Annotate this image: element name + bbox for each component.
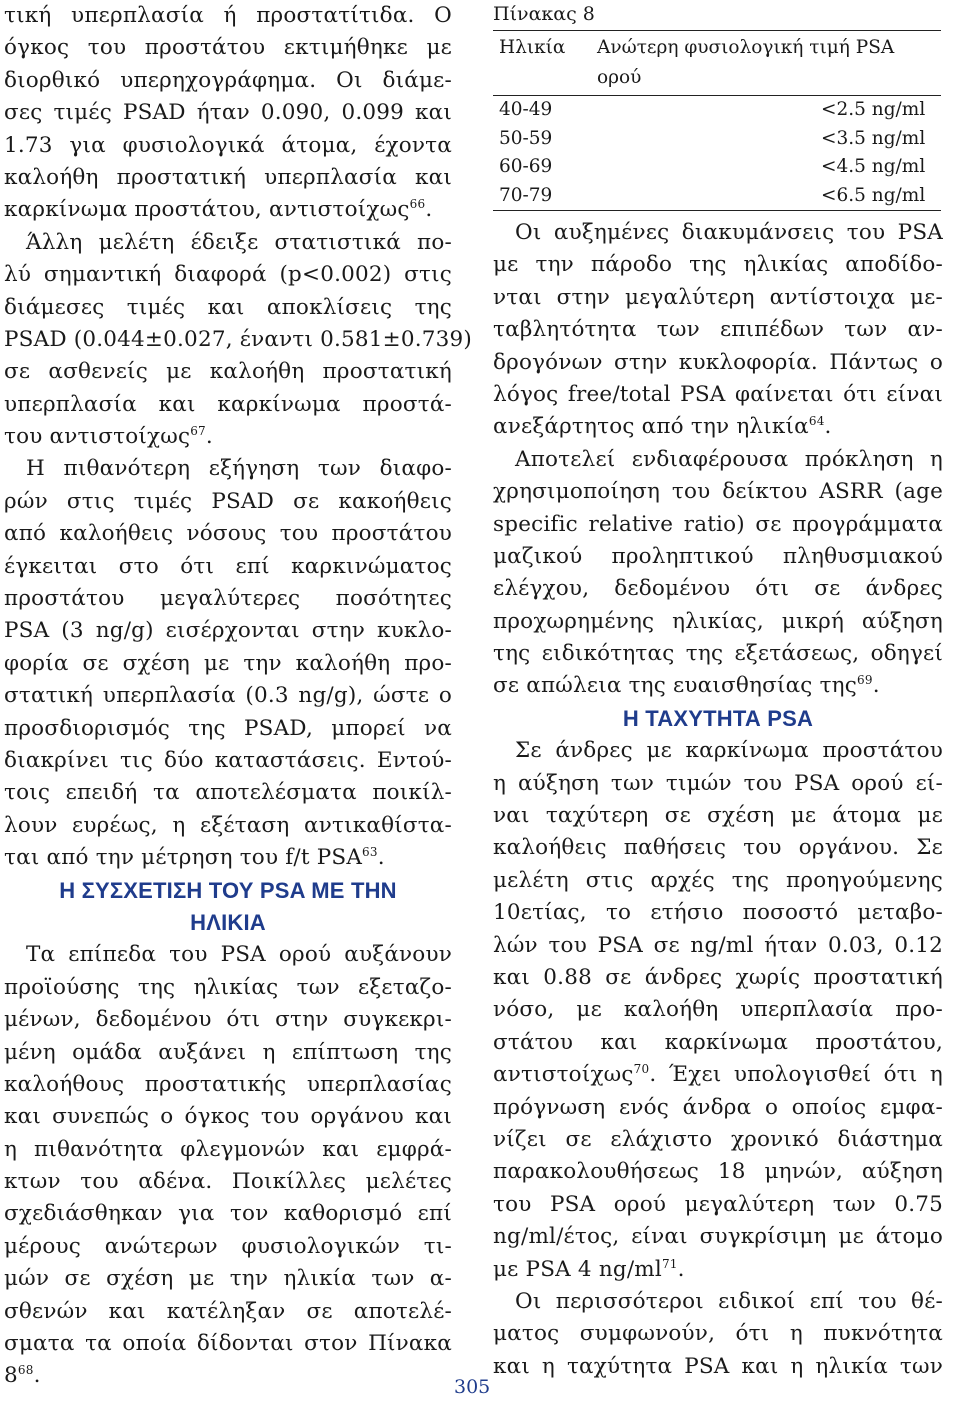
cell-value: <2.5 ng/ml: [821, 99, 926, 120]
section-heading: Η ΤΑΧΥΤΗΤΑ PSA: [622, 705, 814, 731]
page-number: 305: [454, 1376, 491, 1398]
text-line: διακρίνει τις δύο καταστάσεις. Εντού-: [4, 747, 452, 773]
column-header-psa: Ανώτερη φυσιολογική τιμή PSA ορού: [591, 31, 941, 96]
text-line: η πιθανότητα φλεγμονών και εμφρά-: [4, 1136, 452, 1162]
cell-value: <6.5 ng/ml: [591, 182, 941, 211]
text-line: πρόγνωση ενός άνδρα ο οποίος εμφα-: [493, 1094, 943, 1120]
text-line: όγκος του προστάτου εκτιμήθηκε με: [4, 35, 452, 61]
table-header-row: [493, 31, 941, 96]
text-line: καλοήθους προστατικής υπερπλασίας: [4, 1071, 452, 1097]
citation-ref: 68: [17, 1363, 34, 1378]
text-line: Οι περισσότεροι ειδικοί επί του θέ-: [515, 1288, 943, 1314]
text-line: 1.73 για φυσιολογικά άτομα, έχοντα: [4, 132, 452, 158]
cell-value: <4.5 ng/ml: [821, 156, 926, 177]
text-line: Τα επίπεδα του PSA ορού αυξάνουν: [26, 942, 452, 968]
text-line: προστάτου μεγαλύτερες ποσότητες: [4, 586, 452, 612]
psa-age-table: [493, 30, 941, 211]
text-line: στάτου και καρκίνωμα προστάτου,: [493, 1029, 943, 1055]
paragraph: [493, 735, 943, 1286]
text-line: τοις επειδή τα αποτελέσματα ποικίλ-: [4, 780, 452, 806]
cell-age: 60-69: [499, 156, 553, 177]
paragraph: [493, 1286, 943, 1383]
text-line: μένων, δεδομένου ότι στην συγκεκρι-: [4, 1007, 452, 1033]
text-line: Άλλη μελέτη έδειξε στατιστικά πο-: [26, 229, 452, 255]
text-line: ταβλητότητα των επιπέδων των αν-: [493, 317, 943, 343]
text-line: η αύξηση των τιμών του PSA ορού εί-: [493, 770, 943, 796]
text-line: και η ταχύτητα PSA και η ηλικία των: [493, 1353, 943, 1379]
citation-ref: 69: [857, 673, 873, 688]
text-line: Οι αυξημένες διακυμάνσεις του PSA: [515, 220, 943, 245]
table-row: [493, 125, 941, 154]
text-line: στατική υπερπλασία (0.3 ng/g), ώστε ο: [4, 683, 452, 709]
table-row: [493, 182, 941, 211]
heading-line: Η ΣΥΣΧΕΤΙΣΗ ΤΟΥ PSA ΜΕ ΤΗΝ: [59, 877, 397, 903]
right-column: [493, 0, 943, 1383]
text-line: αντιστοίχως$^{70}$. Έχει υπολογισθεί ότι η: [493, 1062, 943, 1088]
text-line: του PSA ορού μεγαλύτερη των 0.75: [493, 1191, 943, 1217]
text-line: νόσο, με καλοήθη υπερπλασία προ-: [493, 997, 943, 1023]
text-line: σθενών και κατέληξαν σε αποτελέ-: [4, 1298, 452, 1324]
text-line: νίζει σε ελάχιστο χρονικό διάστημα: [493, 1126, 943, 1152]
text-line: μέρους ανώτερων φυσιολογικών τι-: [4, 1233, 452, 1259]
text-line: ματος συμφωνούν, ότι η πυκνότητα: [493, 1321, 943, 1347]
text-line: λόγος free/total PSA φαίνεται ότι είναι: [493, 381, 943, 407]
text-line: νται στην μεγαλύτερη αντίστοιχα με-: [493, 284, 943, 310]
text-line: ται από την μέτρηση του f/t PSA$^{63}$.: [4, 845, 385, 871]
text-line: κτων του αδένα. Ποικίλλες μελέτες: [4, 1169, 452, 1195]
paragraph: [4, 453, 452, 874]
paragraph: [493, 444, 943, 703]
cell-age: 40-49: [499, 99, 553, 120]
text-line: του αντιστοίχως$^{67}$.: [4, 424, 213, 450]
text-line: και συνεπώς ο όγκος του οργάνου και: [4, 1104, 452, 1130]
text-line: μελέτη στις αρχές της προηγούμενης: [493, 867, 943, 893]
text-line: προχωρημένης ηλικίας, μικρή αύξηση: [493, 608, 943, 634]
text-line: της ειδικότητας της εξετάσεως, οδηγεί: [493, 641, 943, 667]
citation-ref: 70: [633, 1062, 650, 1077]
text-line: διάμεσες τιμές και αποκλίσεις της: [4, 294, 452, 320]
citation-ref: 71: [661, 1256, 678, 1271]
text-line: από καλοήθεις νόσους του προστάτου: [4, 521, 452, 547]
citation-ref: 67: [190, 424, 206, 439]
text-line: προϊούσης της ηλικίας των εξεταζο-: [4, 974, 452, 1000]
text-line: ng/ml/έτος, είναι συγκρίσιμη με άτομο: [493, 1224, 943, 1250]
text-line: σες τιμές PSAD ήταν 0.090, 0.099 και: [4, 100, 452, 126]
text-line: PSA (3 ng/g) εισέρχονται στην κυκλο-: [4, 618, 452, 644]
text-line: ρών στις τιμές PSAD σε κακοήθεις: [4, 488, 452, 514]
text-line: λύ σημαντική διαφορά (p<0.002) στις: [4, 262, 452, 288]
text-line: specific relative ratio) σε προγράμματα: [493, 511, 943, 537]
text-line: έγκειται στο ότι επί καρκινώματος: [4, 553, 452, 579]
text-line: ναι ταχύτερη σε σχέση με άτομα με: [493, 803, 943, 829]
text-line: λουν ευρέως, η εξέταση αντικαθίστα-: [4, 812, 452, 838]
table-row: [493, 153, 941, 182]
text-line: σε ασθενείς με καλοήθη προστατική: [4, 359, 452, 385]
text-line: Η πιθανότερη εξήγηση των διαφο-: [26, 456, 452, 482]
table-row: [493, 96, 941, 125]
text-line: και 0.88 σε άνδρες χωρίς προστατική: [493, 964, 943, 990]
text-line: καλοήθεις παθήσεις του οργάνου. Σε: [493, 835, 943, 861]
heading-line: ΗΛΙΚΙΑ: [190, 909, 266, 935]
text-line: σχεδιάσθηκαν για τον καθορισμό επί: [4, 1201, 452, 1227]
paragraph: [4, 0, 452, 227]
left-column: [4, 0, 473, 1393]
text-line: μαζικού προληπτικού πληθυσμιακού: [493, 543, 943, 569]
paragraph: [4, 227, 473, 454]
text-line: παρακολουθήσεως 18 μηνών, αύξηση: [493, 1159, 943, 1185]
column-header-age: Ηλικία: [493, 31, 591, 96]
citation-ref: 66: [409, 197, 426, 212]
citation-ref: 63: [362, 845, 378, 860]
text-line: σε απώλεια της ευαισθησίας της$^{69}$.: [493, 673, 880, 699]
text-line: 10ετίας, το ετήσιο ποσοστό μεταβο-: [493, 900, 943, 926]
section-heading: [4, 875, 452, 940]
text-line: Σε άνδρες με καρκίνωμα προστάτου: [515, 738, 943, 764]
text-line: δρογόνων στην κυκλοφορία. Πάντως ο: [493, 349, 943, 375]
text-line: ανεξάρτητος από την ηλικία$^{64}$.: [493, 414, 832, 440]
text-line: Αποτελεί ενδιαφέρουσα πρόκληση η: [515, 446, 943, 472]
table-caption: Πίνακας 8: [493, 3, 595, 25]
paragraph: [4, 939, 452, 1392]
paragraph: [493, 217, 943, 444]
text-line: με την πάροδο της ηλικίας αποδίδο-: [493, 252, 943, 278]
text-line: ελέγχου, δεδομένου ότι σε άνδρες: [493, 576, 943, 602]
text-line: μένη ομάδα αυξάνει η επίπτωση της: [4, 1039, 452, 1065]
cell-age: 50-59: [499, 127, 553, 149]
text-line: προσδιορισμός της PSAD, μπορεί να: [4, 715, 452, 741]
cell-value: <3.5 ng/ml: [821, 127, 926, 149]
text-line: $8^{68}$.: [4, 1363, 41, 1389]
text-line: καλοήθη προστατική υπερπλασία και: [4, 164, 452, 190]
text-line: υπερπλασία και καρκίνωμα προστά-: [4, 391, 452, 417]
text-line: φορία σε σχέση με την καλοήθη προ-: [4, 650, 452, 676]
table-block: [493, 0, 943, 211]
text-line: PSAD (0.044±0.027, έναντι 0.581±0.739): [4, 326, 473, 352]
cell-age: 70-79: [493, 182, 591, 211]
citation-ref: 64: [808, 414, 825, 429]
text-line: σματα τα οποία δίδονται στον Πίνακα: [4, 1331, 452, 1357]
text-line: λών του PSA σε ng/ml ήταν 0.03, 0.12: [493, 932, 943, 958]
text-line: διορθικό υπερηχογράφημα. Οι διάμε-: [4, 67, 452, 93]
text-line: τική υπερπλασία ή προστατίτιδα. Ο: [4, 3, 452, 28]
text-line: χρησιμοποίηση του δείκτου ASRR (age: [493, 479, 943, 505]
text-line: μών σε σχέση με την ηλικία των α-: [4, 1266, 452, 1292]
text-line: με PSA 4 $ng/ml^{71}$.: [493, 1256, 685, 1282]
text-line: καρκίνωμα προστάτου, αντιστοίχως$^{66}$.: [4, 197, 433, 223]
